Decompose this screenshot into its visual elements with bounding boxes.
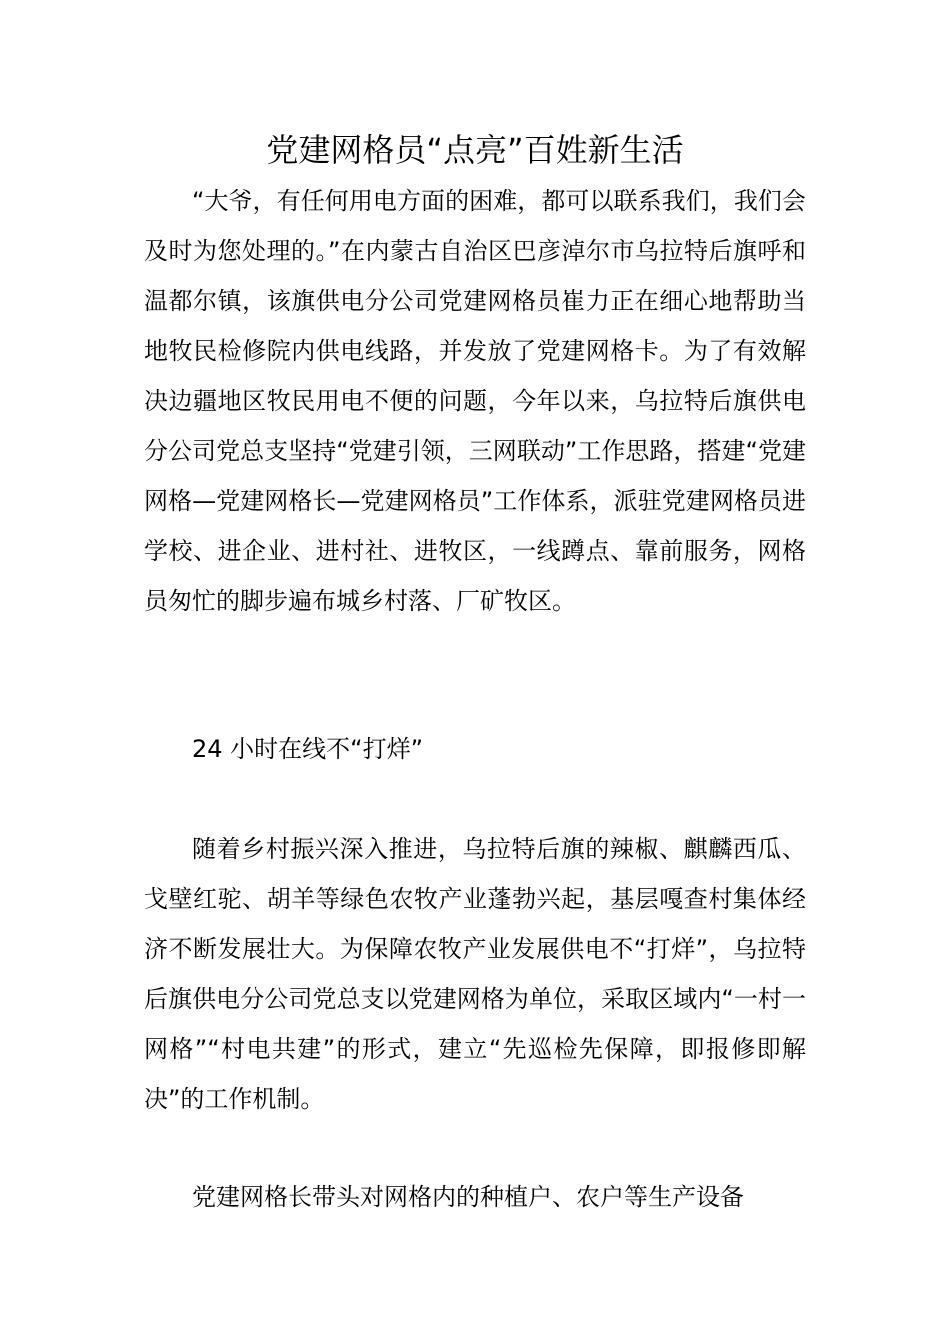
paragraph-grid-leader: 党建网格长带头对网格内的种植户、农户等生产设备 [192,1183,744,1211]
paragraph-intro: “大爷，有任何用电方面的困难，都可以联系我们，我们会及时为您处理的。”在内蒙古自治区巴彦淖尔市乌拉特后旗呼和温都尔镇，该旗供电分公司党建网格员崔力正在细心地帮助当地牧民检修院内供电线路，并发放了党建网格卡。为了有效解决边疆地区牧民用电不便的问题，今年以来，乌拉特后旗供电分公司党总支坚持“党建引领，三网联动”工作思路，搭建“党建网格—党建网格长—党建网格员”工作体系，派驻党建网格员进学校、进企业、进村社、进牧区，一线蹲点、靠前服务，网格员匆忙的脚步遍布城乡村落、厂矿牧区。 [144,187,806,615]
paragraph-rural-revitalization: 随着乡村振兴深入推进，乌拉特后旗的辣椒、麒麟西瓜、戈壁红驼、胡羊等绿色农牧产业蓬勃兴起，基层嘎查村集体经济不断发展壮大。为保障农牧产业发展供电不“打烊”，乌拉特后旗供电分公司党总支以党建网格为单位，采取区域内“一村一网格”“村电共建”的形式，建立“先巡检先保障，即报修即解决”的工作机制。 [144,835,806,1113]
section-heading: 24 小时在线不“打烊” [192,735,424,763]
document-title: 党建网格员“点亮”百姓新生活 [266,131,684,169]
